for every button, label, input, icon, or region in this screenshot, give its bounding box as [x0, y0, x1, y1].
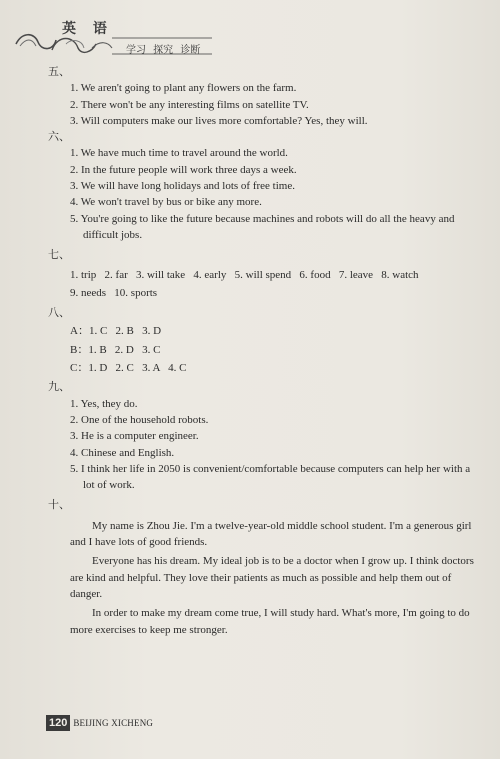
answer-line: 2. One of the household robots.: [70, 413, 209, 426]
answer-content: [48, 64, 478, 638]
answer-line: 2. There won't be any interesting films on satellite TV.: [70, 98, 309, 111]
answer-line: 3. He is a computer engineer.: [70, 430, 199, 443]
page-number: 120: [46, 715, 70, 731]
page-header: [12, 14, 212, 58]
answer-line: C：1. D 2. C 3. A 4. C: [70, 362, 187, 375]
header-subject: 英 语: [62, 21, 113, 37]
answer-line: 9. needs 10. sports: [70, 286, 158, 299]
section-title: 五、: [48, 65, 70, 78]
section-6: [48, 129, 478, 243]
answer-line: 1. Yes, they do.: [70, 397, 138, 410]
answer-line: 3. We will have long holidays and lots of free time.: [70, 180, 295, 193]
essay: [70, 518, 478, 638]
section-7: [48, 247, 478, 301]
section-title: 七、: [48, 248, 70, 262]
answer-line: 1. We aren't going to plant any flowers on the farm.: [70, 82, 297, 95]
section-5: [48, 64, 478, 129]
answer-line: 3. Will computers make our lives more comfortable? Yes, they will.: [70, 114, 368, 127]
essay-paragraph: Everyone has his dream. My ideal job is to be a doctor when I grow up. I think doctors are kind and helpful. They love their patients as much as possible and help them out of danger.: [70, 555, 474, 600]
essay-paragraph: My name is Zhou Jie. I'm a twelve-year-old middle school student. I'm a generous girl and I have lots of good friends.: [70, 519, 472, 549]
answer-line: 1. We have much time to travel around the world.: [70, 147, 288, 160]
answer-line: 5. I think her life in 2050 is convenient/comfortable because computers can help her with a lot of work.: [70, 462, 471, 492]
answer-line: A：1. C 2. B 3. D: [70, 325, 162, 338]
answer-line: 4. We won't travel by bus or bike any more.: [70, 196, 262, 209]
answer-line: 5. You're going to like the future because machines and robots will do all the heavy and difficult jobs.: [70, 212, 455, 241]
section-title: 八、: [48, 306, 70, 320]
footer-brand: BEIJING XICHENG: [73, 718, 154, 728]
section-title: 六、: [48, 130, 70, 144]
answer-line: 1. trip 2. far 3. will take 4. early 5. will spend 6. food 7. leave 8. watch: [70, 268, 419, 281]
section-10: [48, 497, 478, 637]
section-title: 十、: [48, 498, 70, 512]
answer-line: 2. In the future people will work three days a week.: [70, 163, 297, 176]
section-8: [48, 305, 478, 376]
page-footer: [46, 714, 153, 732]
section-title: 九、: [48, 380, 70, 394]
header-series: 学习 探究 诊断: [126, 45, 201, 56]
section-9: [48, 379, 478, 493]
answer-line: 4. Chinese and English.: [70, 446, 175, 459]
essay-paragraph: In order to make my dream come true, I will study hard. What's more, I'm going to do more exercises to keep me stronger.: [70, 607, 470, 636]
answer-line: B：1. B 2. D 3. C: [70, 343, 161, 356]
